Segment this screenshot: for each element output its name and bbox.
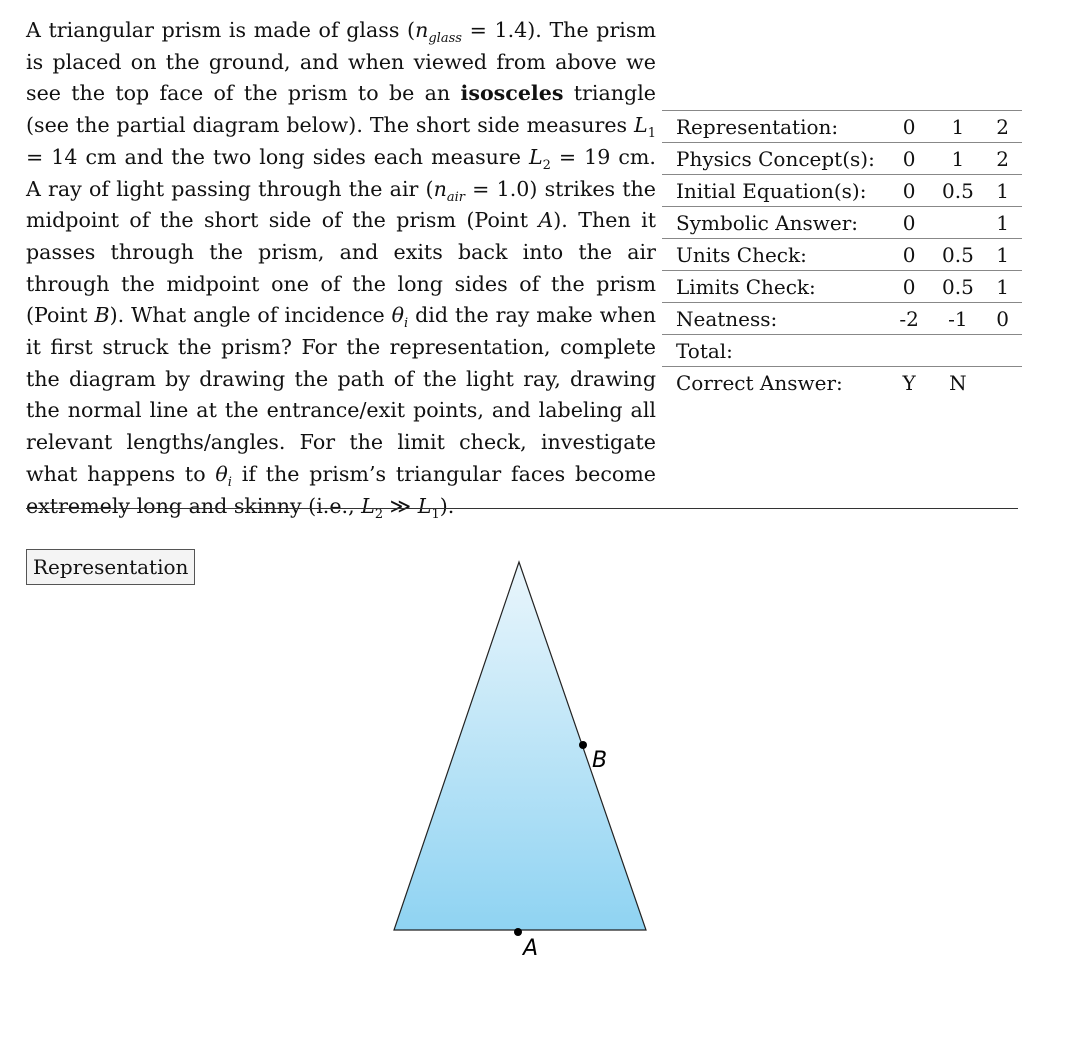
problem-text: did the ray make when it first struck the prism? For the representation, complete the diagram by drawing the path of the light ray, drawing the normal line at the entrance/exit points, and labeling all relevant lengths/angles. For the limit check, investigate what happens to <box>26 303 656 486</box>
var-L2: L <box>361 493 375 518</box>
problem-text: ). What angle of incidence <box>109 303 392 328</box>
rubric-row <box>662 239 1022 271</box>
rubric-score: 0 <box>886 239 933 271</box>
rubric-label: Symbolic Answer: <box>662 207 886 239</box>
rubric-label: Neatness: <box>662 303 886 335</box>
rubric-label: Representation: <box>662 111 886 143</box>
rubric-score: 1 <box>932 111 983 143</box>
rubric-label: Initial Equation(s): <box>662 175 886 207</box>
prism-diagram <box>380 555 680 965</box>
var-L1: L <box>417 493 432 518</box>
point-a-dot <box>514 928 522 936</box>
sub-i: i <box>404 316 409 332</box>
rubric-score <box>932 335 983 367</box>
problem-text: ). <box>439 493 455 518</box>
rubric-score: 2 <box>983 143 1022 175</box>
problem-statement <box>26 15 656 522</box>
sub-1: 1 <box>431 506 440 522</box>
rubric-label: Physics Concept(s): <box>662 143 886 175</box>
rubric-score <box>886 335 933 367</box>
point-b-dot <box>579 741 587 749</box>
rubric-score: 1 <box>983 271 1022 303</box>
var-A: A <box>538 208 554 233</box>
rubric-score: 0.5 <box>932 239 983 271</box>
representation-label: Representation <box>26 549 195 585</box>
problem-text: = 14 cm and the two long sides each measure <box>26 144 529 169</box>
rubric-label: Correct Answer: <box>676 370 843 395</box>
grading-rubric <box>662 110 1022 398</box>
rubric-score: 0 <box>886 207 933 239</box>
rubric-score: -1 <box>932 303 983 335</box>
rubric-score: 1 <box>983 207 1022 239</box>
problem-text: ). Then it passes through the prism, and exits back into the air through the midpoint one of the long sides of the prism (Point <box>26 208 656 328</box>
point-b-label: B <box>592 748 608 773</box>
var-L2: L <box>528 144 543 169</box>
rubric-row <box>662 271 1022 303</box>
rubric-score: N <box>949 370 967 395</box>
problem-text: = 19 cm. A ray of light passing through the air ( <box>26 144 656 201</box>
rubric-score: 0.5 <box>932 271 983 303</box>
sub-2: 2 <box>374 506 384 522</box>
var-n-air: n <box>433 176 447 201</box>
section-divider <box>26 508 1018 509</box>
sub-i: i <box>227 474 232 490</box>
prism-triangle <box>394 562 646 930</box>
problem-text: ≫ <box>383 493 418 518</box>
rubric-row <box>662 175 1022 207</box>
rubric-score: 1 <box>983 239 1022 271</box>
rubric-row-total <box>662 335 1022 367</box>
rubric-score: 0 <box>886 143 933 175</box>
rubric-score: 0 <box>886 175 933 207</box>
point-a-label: A <box>523 936 539 961</box>
rubric-row <box>662 207 1022 239</box>
bold-isosceles: isosceles <box>460 81 564 106</box>
rubric-label: Units Check: <box>662 239 886 271</box>
sub-2: 2 <box>542 157 551 173</box>
problem-text: = 1.4). The prism is placed on the ground, and when viewed from above we see the top face of the prism to be an <box>26 18 656 106</box>
rubric-score: 0 <box>983 303 1022 335</box>
sub-glass: glass <box>428 31 462 47</box>
rubric-score <box>932 207 983 239</box>
rubric-score: -2 <box>886 303 933 335</box>
sub-air: air <box>446 189 465 205</box>
problem-text: if the prism’s triangular faces become extremely long and skinny (i.e., <box>26 461 656 518</box>
var-n-glass: n <box>415 18 429 42</box>
rubric-row <box>662 303 1022 335</box>
sub-1: 1 <box>647 126 656 142</box>
rubric-score: 1 <box>932 143 983 175</box>
rubric-score <box>983 335 1022 367</box>
var-theta: θ <box>215 461 228 486</box>
rubric-score: Y <box>902 370 916 395</box>
rubric-label: Total: <box>662 335 886 367</box>
rubric-score <box>983 367 1022 399</box>
rubric-row <box>662 143 1022 175</box>
rubric-score: 1 <box>983 175 1022 207</box>
rubric-score: 0 <box>886 111 933 143</box>
problem-text: triangle (see the partial diagram below). The short side measures <box>26 81 656 138</box>
rubric-score: 0.5 <box>932 175 983 207</box>
rubric-row <box>662 111 1022 143</box>
rubric-label: Limits Check: <box>662 271 886 303</box>
rubric-score: 2 <box>983 111 1022 143</box>
problem-text: = 1.0) strikes the midpoint of the short side of the prism (Point <box>26 176 656 233</box>
rubric-row-answer <box>662 367 1022 399</box>
problem-text: A triangular prism is made of glass ( <box>26 18 416 42</box>
var-B: B <box>94 303 110 328</box>
rubric-score: 0 <box>886 271 933 303</box>
var-L1: L <box>634 113 648 138</box>
var-theta: θ <box>391 303 405 328</box>
